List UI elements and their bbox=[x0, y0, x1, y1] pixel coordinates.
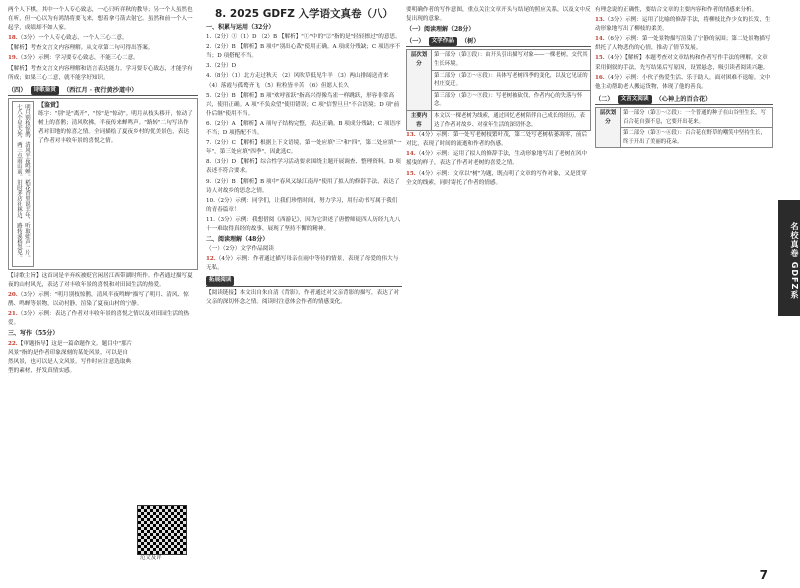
table-row bbox=[407, 70, 591, 90]
table-cell: 第三部分（第⑦～⑨段）：写老树被砍伐，作者内心的失落与怀念。 bbox=[432, 90, 591, 110]
expand-reading-tag: 拓展阅读 bbox=[206, 276, 234, 285]
column-4 bbox=[595, 6, 773, 576]
col3-section-tag: 文学作品 bbox=[429, 37, 457, 46]
col4-q14-answer: （6分）示例：第一处景物描写渲染了宁静的氛围；第二处景物描写烘托了人物悲伤的心情，推动了情节发展。 bbox=[595, 36, 771, 52]
q18-analysis: 【解析】考查文言文内容理解。从文章第二句可得出答案。 bbox=[8, 45, 154, 52]
q18-number: 18. bbox=[8, 35, 18, 42]
table-row bbox=[596, 128, 773, 148]
poem-theme-note: 【诗歌主旨】这首词是辛弃疾被贬官闲居江西带湖时所作。作者通过描写夏夜的山村风光，表达了对丰收年景的喜悦和对田园生活的热爱。 bbox=[8, 272, 193, 288]
col4-q16-number: 16. bbox=[595, 74, 605, 81]
col4-question-14 bbox=[595, 35, 773, 53]
answer-item-9: 9.（2分）B 【解析】B 项中"春风又绿江南岸"使用了拟人的修辞手法，表达了诗人对故乡的思念之情。 bbox=[206, 178, 400, 194]
q22-number: 22. bbox=[8, 340, 18, 347]
expand-reading-header bbox=[206, 276, 402, 286]
col4-q15-number: 15. bbox=[595, 55, 605, 62]
answer-item-1: 1.（2分）①（1）D （2）B 【解析】"①"中的"②"指的是"轻轻擦过"的意思。 bbox=[206, 34, 401, 41]
col4-q13-number: 13. bbox=[595, 17, 605, 24]
column-3 bbox=[406, 6, 591, 576]
table-row bbox=[596, 107, 773, 127]
section-4-header bbox=[8, 86, 198, 96]
col4-table-head: 层次划分 bbox=[596, 107, 621, 147]
table-cell: 第一部分（第①～②段）：一个普通的种子在山谷里生长，写百合花自强不息，它要开出花来。 bbox=[621, 107, 773, 127]
col4-question-16 bbox=[595, 74, 773, 92]
q19-number: 19. bbox=[8, 55, 18, 62]
answer-item-2: 2.（2分）B 【解析】B 项中"别出心裁"使用正确。A 项成分残缺；C 项语序不当；D 项搭配不当。 bbox=[206, 44, 401, 60]
expand-reading-text: 【阅读链接】本文出自朱自清《背影》，作者通过对父亲背影的描写，表达了对父亲的深切怀念之情。阅读时注意体会作者的情感变化。 bbox=[206, 289, 399, 305]
table-head-layers: 层次划分 bbox=[407, 50, 432, 111]
table-row bbox=[407, 90, 591, 110]
col3-intro: 要明确作者的写作意图，重点关注文章开头与结尾的照应关系，以及文中反复出现的意象。 bbox=[406, 7, 591, 23]
col4-section-tag: 文言文阅读 bbox=[618, 95, 652, 104]
table-row bbox=[407, 50, 591, 70]
poem-box bbox=[8, 98, 198, 270]
qr-label: 范文及评 bbox=[140, 555, 162, 561]
col4-q15-answer: （4分）【解析】本题考查对文章结构和作者写作手法的理解。文章采用倒叙的手法，先写结果后写原因，设置悬念，吸引读者阅读兴趣。 bbox=[595, 55, 769, 71]
question-20 bbox=[8, 291, 198, 309]
table-cell: 第二部分（第③～⑥段）：百合花在野草的嘲笑中坚持生长，终于开出了美丽的花朵。 bbox=[621, 128, 773, 148]
col3-q15-answer: （4分）示例：文章以"树"为题，既点明了文章的写作对象，又是贯穿全文的线索，同时寄托了作者的情感。 bbox=[406, 170, 587, 186]
question-12 bbox=[206, 255, 402, 273]
col4-question-15 bbox=[595, 54, 773, 72]
table-row bbox=[407, 110, 591, 130]
col4-structure-table bbox=[595, 107, 773, 148]
part-1-heading: 一、积累与运用（32分） bbox=[206, 24, 275, 31]
col4-q14-number: 14. bbox=[595, 36, 605, 43]
col3-section-note: （树） bbox=[460, 38, 480, 46]
question-22 bbox=[8, 340, 133, 376]
col3-q14-number: 14. bbox=[406, 151, 416, 158]
table-cell: 第一部分（第①段）：由开头引出描写对象——一棵老树，交代其生长环境。 bbox=[432, 50, 591, 70]
q20-answer: （3分）示例："明月别枝惊鹊，清风半夜鸣蝉"描写了明月、清风、惊鹊、鸣蝉等景物，以动衬静，渲染了夏夜山村的宁静。 bbox=[8, 292, 189, 308]
writing-heading: 三、写作（55分） bbox=[8, 330, 59, 338]
col3-question-15 bbox=[406, 170, 591, 188]
q22-guidance: 【审题指导】这是一篇命题作文。题目中"那片风景"指的是作者印象深刻的某处风景，可以是自然风景，也可以是人文风景。写作时应注意选取典型的素材，抒发真情实感。 bbox=[8, 340, 133, 374]
col3-section-header bbox=[406, 37, 591, 47]
q19-answer: （3分）示例：学习要专心致志，不能三心二意。 bbox=[17, 55, 139, 62]
col3-question-14 bbox=[406, 150, 591, 168]
col3-question-13 bbox=[406, 131, 591, 149]
reading-heading: 二、阅读理解（48分） bbox=[206, 236, 269, 244]
q20-number: 20. bbox=[8, 292, 18, 299]
structure-table bbox=[406, 49, 591, 131]
page-number: 7 bbox=[759, 568, 768, 582]
exam-title: 8. 2025 GDFZ 入学语文真卷（八） bbox=[214, 8, 394, 20]
appreciation-title: 【鉴赏】 bbox=[38, 101, 63, 109]
col3-q13-answer: （4分）示例：第一处写老树枝繁叶茂，第二处写老树枯萎凋零，前后对比，表现了时间的流逝和作者的伤感。 bbox=[406, 132, 588, 148]
col1-intro: 两个人下棋，其中一个人专心致志，一心只听弈秋的教导；另一个人虽然也在听，但一心以为有鸿鹄将要飞来，想着拿弓箭去射它。虽然和前一个人一起学，成绩却不如人家。 bbox=[8, 7, 193, 32]
section-4-tag: 诗歌鉴赏 bbox=[31, 86, 59, 95]
poem-text: 明月别枝惊鹊，清风半夜鸣蝉。稻花香里说丰年，听取蛙声一片。七八个星天外，两三点雨山前。旧时茅店社林边，路转溪桥忽见。 bbox=[12, 101, 34, 267]
q18-answer: （3分）一个人专心致志，一个人三心二意。 bbox=[17, 35, 128, 42]
answer-item-5: 5.（2分）B 【解析】B 项"欢呼雀跃"指高兴得像鸟雀一样跳跃，形容非常高兴，使用正确。A 项"不负众望"使用错误；C 项"信誓旦旦"不合语境；D 项"前仆后继"使用不当。 bbox=[206, 92, 400, 117]
col4-q16-answer: （4分）示例：小伙子热爱生活、乐于助人，面对困难不退缩。文中他主动帮助老人搬运货物，体现了他的善良。 bbox=[595, 74, 771, 90]
answer-item-8: 8.（3分）D 【解析】综合性学习活动要求围绕主题开展调查、整理资料。D 项表述不符合要求。 bbox=[206, 159, 401, 175]
q21-answer: （3分）示例：表达了作者对丰收年景的喜悦之情以及对田园生活的热爱。 bbox=[8, 311, 190, 327]
q21-number: 21. bbox=[8, 311, 18, 318]
col3-reading-heading: （一）阅读理解（28分） bbox=[406, 26, 475, 34]
poem-appreciation bbox=[38, 101, 194, 267]
table-cell: 第二部分（第②～⑥段）：具体写老树四季的变化，以及它见证的村庄变迁。 bbox=[432, 70, 591, 90]
section-4-source: （西江月 · 夜行黄沙道中） bbox=[62, 86, 138, 94]
col3-section-label: （一） bbox=[406, 38, 425, 46]
answer-item-6: 6.（2分）A 【解析】A 项句子结构完整，表达正确。B 项成分残缺；C 项语序不当；D 项搭配不当。 bbox=[206, 120, 401, 137]
col4-question-13 bbox=[595, 16, 773, 34]
q12-number: 12. bbox=[206, 256, 216, 263]
column-2 bbox=[206, 6, 402, 576]
answer-item-7: 7.（2分）C 【解析】根据上下文语境，第一处应填"三"和"四"，第二处应填"一年"，第三处应填"四季"，因此选C。 bbox=[206, 140, 402, 156]
question-18 bbox=[8, 34, 198, 43]
col4-section-header bbox=[595, 95, 773, 105]
q12-answer: （4分）示例：作者通过描写母亲在雨中等待的情景，表现了母爱的伟大与无私。 bbox=[206, 256, 399, 272]
col3-q14-answer: （4分）示例：运用了拟人的修辞手法，生动形象地写出了老树在风中摇曳的样子，表达了作者对老树的喜爱之情。 bbox=[406, 151, 588, 167]
reading-subheading: （一）（2分）文学作品阅读 bbox=[206, 246, 274, 253]
col3-q13-number: 13. bbox=[406, 132, 416, 139]
answer-item-10: 10.（2分）示例：同学们，让我们珍惜时间，努力学习，用行动书写属于我们的青春篇章！ bbox=[206, 197, 398, 213]
qr-code-icon bbox=[137, 505, 187, 555]
question-19 bbox=[8, 54, 198, 63]
table-head-content: 主要内容 bbox=[407, 110, 432, 130]
column-1 bbox=[8, 6, 198, 576]
appreciation-text: 练字："别"是"离开"，"惊"是"惊动"。明月从枝头移开，惊动了树上的喜鹊；清风吹拂，半夜传来蝉鸣声。"路转"二句写出作者对旧地的惊喜之情。全词描绘了夏夜乡村的优美景色，表达了作者对丰收年景的喜悦之情。 bbox=[38, 110, 193, 145]
question-21 bbox=[8, 310, 198, 328]
col4-q13-answer: （3分）示例：运用了比喻的修辞手法，将柳枝比作少女的长发，生动形象地写出了柳枝的柔美。 bbox=[595, 17, 771, 33]
answer-item-11: 11.（3分）示例：我想借阅《西游记》，因为它讲述了唐僧师徒四人历经九九八十一难取得真经的故事，展现了坚持不懈的精神。 bbox=[206, 216, 401, 232]
col4-section-label: （二） bbox=[595, 95, 614, 103]
answer-item-4: 4.（8分）（1）北方走过秋天 （2）风吹草低见牛羊 （3）两山排闼送青来 （4）落霞与孤鹜齐飞 （5）粒粒皆辛苦 （6）但愿人长久 bbox=[206, 73, 389, 89]
col3-q15-number: 15. bbox=[406, 170, 416, 177]
col4-intro: 有理念说的正确性，要结合文章的主要内容和作者的情感来分析。 bbox=[595, 7, 758, 13]
col4-section-note: （心神上的百合花） bbox=[655, 95, 712, 103]
table-cell: 本文以一棵老树为线索，通过回忆老树陪伴自己成长的经历，表达了作者对故乡、对童年生活的深切怀念。 bbox=[432, 110, 591, 130]
section-4-label: （四） bbox=[8, 86, 27, 94]
answer-item-3: 3.（2分）D bbox=[206, 63, 237, 70]
q19-analysis: 【解析】考查文言文内容理解和语言表达能力。学习要专心致志，才能学有所成；如果三心二意，就不能学好知识。 bbox=[8, 65, 193, 81]
side-tab: 名校真卷 GDFZ系 bbox=[778, 200, 800, 316]
